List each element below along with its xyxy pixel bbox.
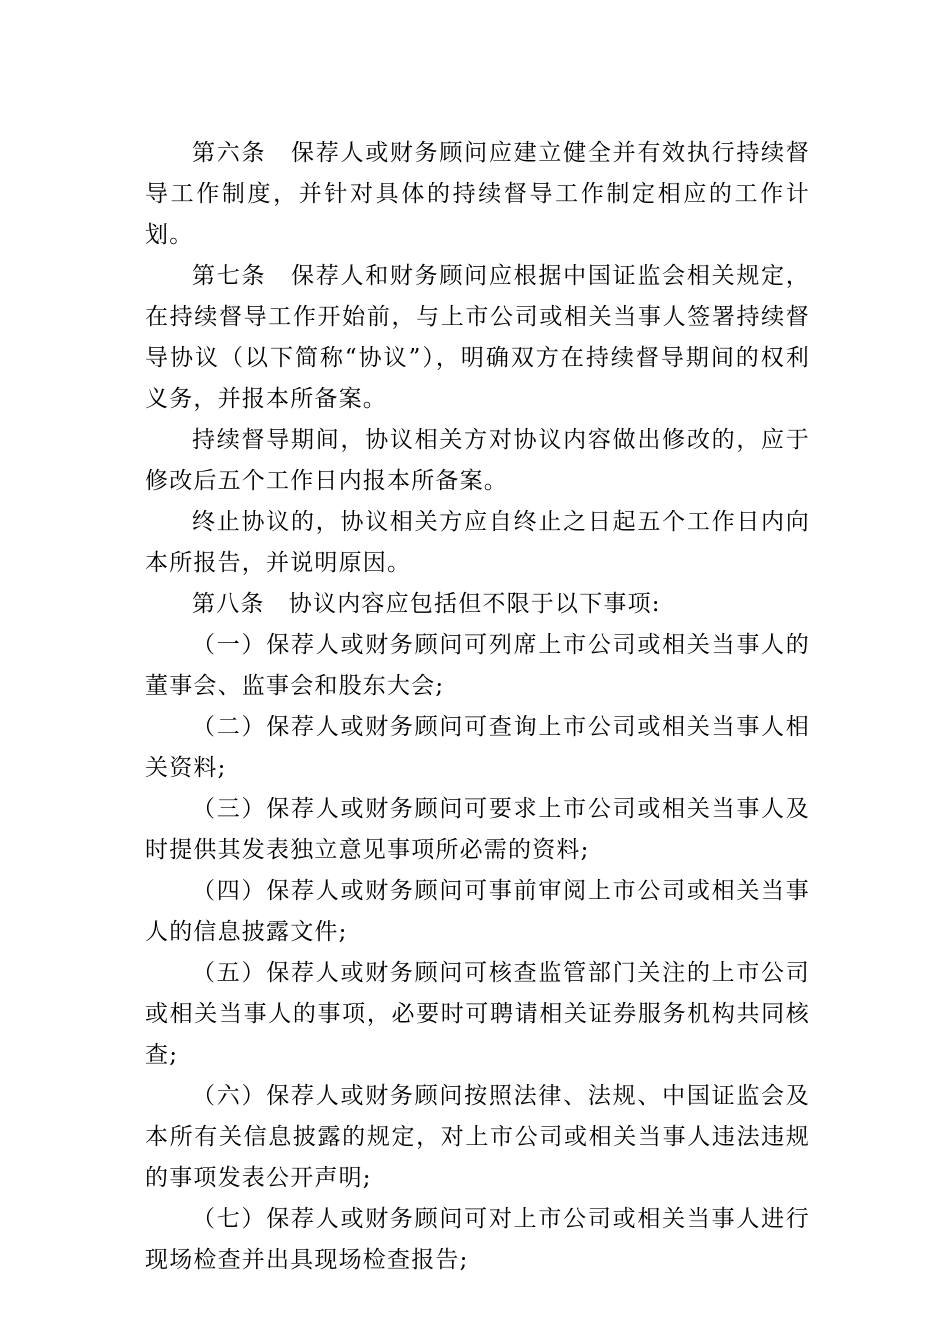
article-7: 第七条 保荐人和财务顾问应根据中国证监会相关规定，在持续督导工作开始前，与上市公司或相关当事人签署持续督导协议（以下简称“协议”），明确双方在持续督导期间的权利义务，并报本所备案。 bbox=[145, 263, 810, 412]
article-6: 第六条 保荐人或财务顾问应建立健全并有效执行持续督导工作制度，并针对具体的持续督导工作制定相应的工作计划。 bbox=[145, 140, 810, 248]
article-8-item-6: （六）保荐人或财务顾问按照法律、法规、中国证监会及本所有关信息披露的规定，对上市公司或相关当事人违法违规的事项发表公开声明; bbox=[145, 1083, 810, 1191]
article-7-modification: 持续督导期间，协议相关方对协议内容做出修改的，应于修改后五个工作日内报本所备案。 bbox=[145, 427, 810, 494]
article-8-item-2: （二）保荐人或财务顾问可查询上市公司或相关当事人相关资料; bbox=[145, 714, 810, 781]
article-8-item-7: （七）保荐人或财务顾问可对上市公司或相关当事人进行现场检查并出具现场检查报告; bbox=[145, 1206, 810, 1273]
article-8-item-3: （三）保荐人或财务顾问可要求上市公司或相关当事人及时提供其发表独立意见事项所必需的资料; bbox=[145, 796, 810, 863]
article-8-item-1: （一）保荐人或财务顾问可列席上市公司或相关当事人的董事会、监事会和股东大会; bbox=[145, 632, 810, 699]
article-8-item-5: （五）保荐人或财务顾问可核查监管部门关注的上市公司或相关当事人的事项，必要时可聘请相关证券服务机构共同核查; bbox=[145, 960, 810, 1068]
document-body bbox=[145, 133, 810, 1281]
article-8: 第八条 协议内容应包括但不限于以下事项: bbox=[192, 591, 661, 617]
article-7-termination: 终止协议的，协议相关方应自终止之日起五个工作日内向本所报告，并说明原因。 bbox=[145, 509, 810, 576]
article-8-item-4: （四）保荐人或财务顾问可事前审阅上市公司或相关当事人的信息披露文件; bbox=[145, 878, 810, 945]
